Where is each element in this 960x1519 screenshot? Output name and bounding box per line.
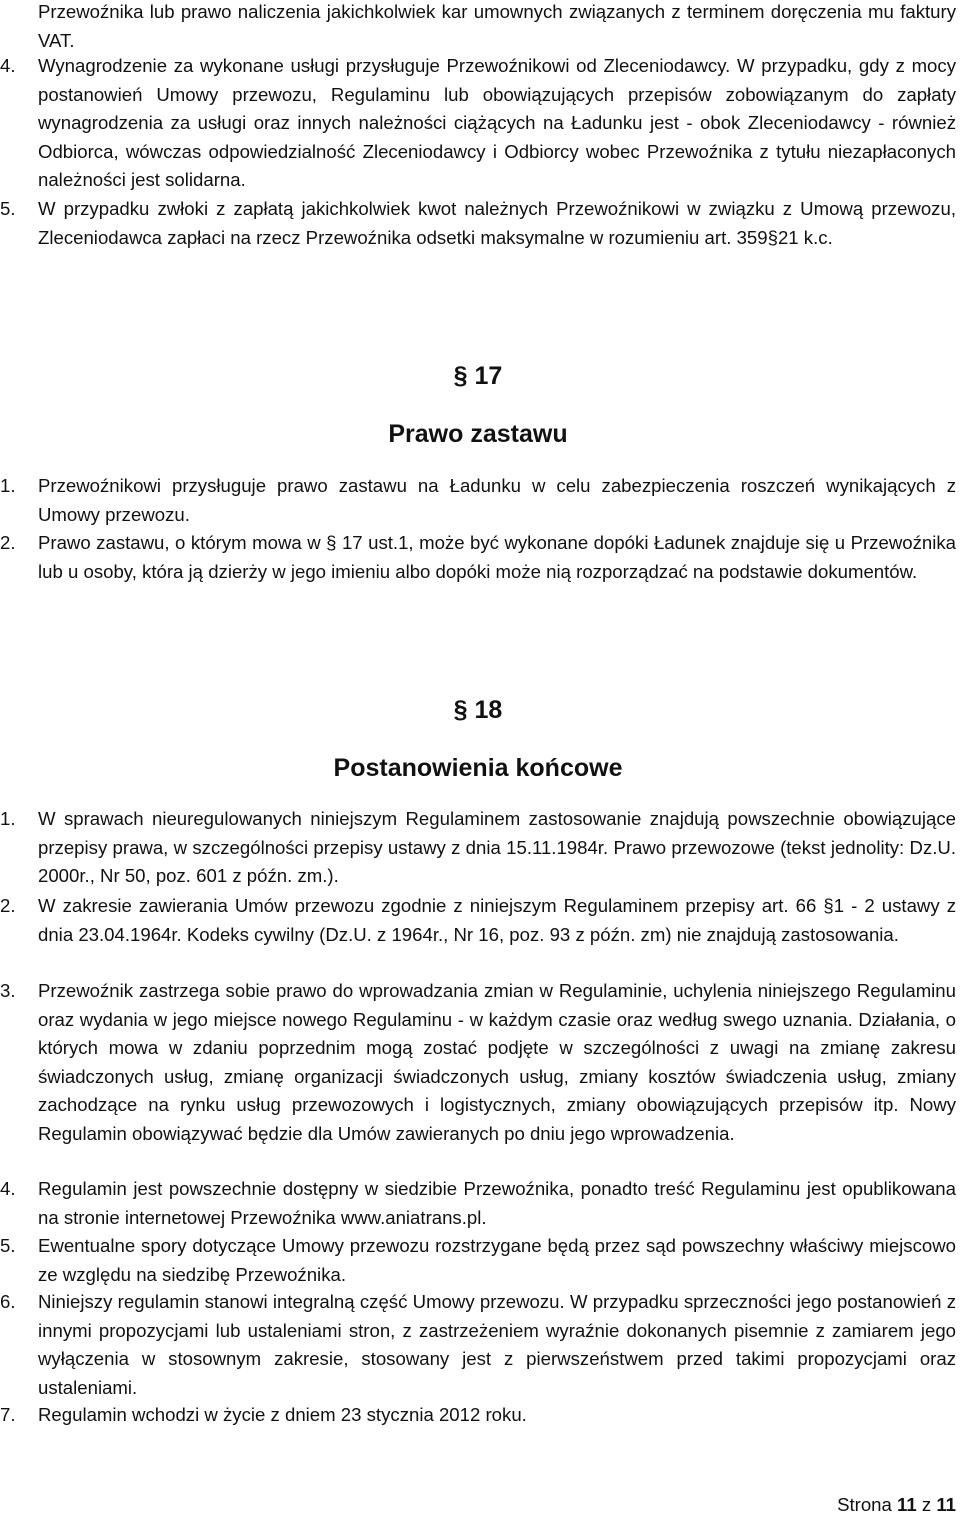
item-number: 4. xyxy=(0,1178,16,1199)
list-item xyxy=(0,1288,956,1402)
list-item xyxy=(0,472,956,529)
item-text: Prawo zastawu, o którym mowa w § 17 ust.1, może być wykonane dopóki Ładunek znajduje się u Przewoźnika lub u osoby, która ją dzierży w jego imieniu albo dopóki może nią rozporządzać na podstawie dokumentów. xyxy=(38,532,956,582)
list-item xyxy=(0,1401,956,1430)
item-text: Ewentualne spory dotyczące Umowy przewozu rozstrzygane będą przez sąd powszechny właściwy miejscowo ze względu na siedzibę Przewoźnika. xyxy=(38,1235,956,1285)
item-number: 2. xyxy=(0,895,16,916)
item-number: 2. xyxy=(0,532,16,553)
intro-paragraph: Przewoźnika lub prawo naliczenia jakichkolwiek kar umownych związanych z terminem doręczenia mu faktury VAT. xyxy=(38,1,956,51)
item-number: 7. xyxy=(0,1404,16,1425)
section-number: § 18 xyxy=(453,696,503,724)
item-number: 5. xyxy=(0,1235,16,1256)
item-number: 5. xyxy=(0,198,16,219)
list-item xyxy=(0,805,956,891)
item-text: W przypadku zwłoki z zapłatą jakichkolwiek kwot należnych Przewoźnikowi w związku z Umową przewozu, Zleceniodawca zapłaci na rzecz Przewoźnika odsetki maksymalne w rozumieniu art. 359§21 k.c. xyxy=(38,198,956,248)
item-text: Przewoźnikowi przysługuje prawo zastawu na Ładunku w celu zabezpieczenia roszczeń wynikających z Umowy przewozu. xyxy=(38,475,956,525)
item-text: Przewoźnik zastrzega sobie prawo do wprowadzania zmian w Regulaminie, uchylenia niniejszego Regulaminu oraz wydania w jego miejsce nowego Regulaminu - w każdym czasie oraz według swego uznania. Działania, o których mowa w zdaniu poprzednim mogą zostać podjęte w szczególności z uwagi na zmianę zakresu świadczonych usług, zmianę organizacji świadczonych usług, zmiany kosztów świadczenia usług, zmiany zachodzące na rynku usług przewozowych i logistycznych, zmiany obowiązujących przepisów itp. Nowy Regulamin obowiązywać będzie dla Umów zawieranych po dniu jego wprowadzenia. xyxy=(38,980,956,1144)
item-text: Regulamin wchodzi w życie z dniem 23 stycznia 2012 roku. xyxy=(38,1404,527,1425)
section-number: § 17 xyxy=(453,362,503,390)
footer-label: Strona xyxy=(837,1494,892,1515)
footer-total-pages: 11 xyxy=(936,1494,956,1515)
item-text: W sprawach nieuregulowanych niniejszym Regulaminem zastosowanie znajdują powszechnie obowiązujące przepisy prawa, w szczególności przepisy ustawy z dnia 15.11.1984r. Prawo przewozowe (tekst jednolity: Dz.U. 2000r., Nr 50, poz. 601 z późn. zm.). xyxy=(38,808,956,887)
section-title: Prawo zastawu xyxy=(388,420,568,448)
item-text: W zakresie zawierania Umów przewozu zgodnie z niniejszym Regulaminem przepisy art. 66 §1 - 2 ustawy z dnia 23.04.1964r. Kodeks cywilny (Dz.U. z 1964r., Nr 16, poz. 93 z późn. zm) nie znajdują zastosowania. xyxy=(38,895,956,945)
footer-of: z xyxy=(921,1494,932,1515)
list-item xyxy=(0,195,956,252)
section-title: Postanowienia końcowe xyxy=(333,754,623,782)
item-number: 1. xyxy=(0,808,16,829)
item-text: Wynagrodzenie za wykonane usługi przysługuje Przewoźnikowi od Zleceniodawcy. W przypadku, gdy z mocy postanowień Umowy przewozu, Regulaminu lub obowiązujących przepisów zobowiązanym do zapłaty wynagrodzenia za usługi oraz innych należności ciążących na Ładunku jest - obok Zleceniodawcy - również Odbiorca, wówczas odpowiedzialność Zleceniodawcy i Odbiorcy wobec Przewoźnika z tytułu niezapłaconych należności jest solidarna. xyxy=(38,55,956,191)
item-number: 1. xyxy=(0,475,16,496)
item-number: 4. xyxy=(0,55,16,76)
list-item xyxy=(0,977,956,1149)
item-number: 3. xyxy=(0,980,16,1001)
item-text: Niniejszy regulamin stanowi integralną część Umowy przewozu. W przypadku sprzeczności jego postanowień z innymi propozycjami lub ustaleniami stron, z zastrzeżeniem wyraźnie dokonanych pisemnie z zamiarem jego wyłączenia w stosownym zakresie, stosowany jest z pierwszeństwem przed takimi propozycjami oraz ustaleniami. xyxy=(38,1291,956,1398)
list-item xyxy=(0,1175,956,1232)
list-item xyxy=(0,529,956,586)
list-item xyxy=(0,52,956,195)
footer-page-number: 11 xyxy=(897,1494,917,1515)
list-item xyxy=(0,892,956,949)
item-text: Regulamin jest powszechnie dostępny w siedzibie Przewoźnika, ponadto treść Regulaminu jest opublikowana na stronie internetowej Przewoźnika www.aniatrans.pl. xyxy=(38,1178,956,1228)
item-number: 6. xyxy=(0,1291,16,1312)
list-item xyxy=(0,1232,956,1289)
